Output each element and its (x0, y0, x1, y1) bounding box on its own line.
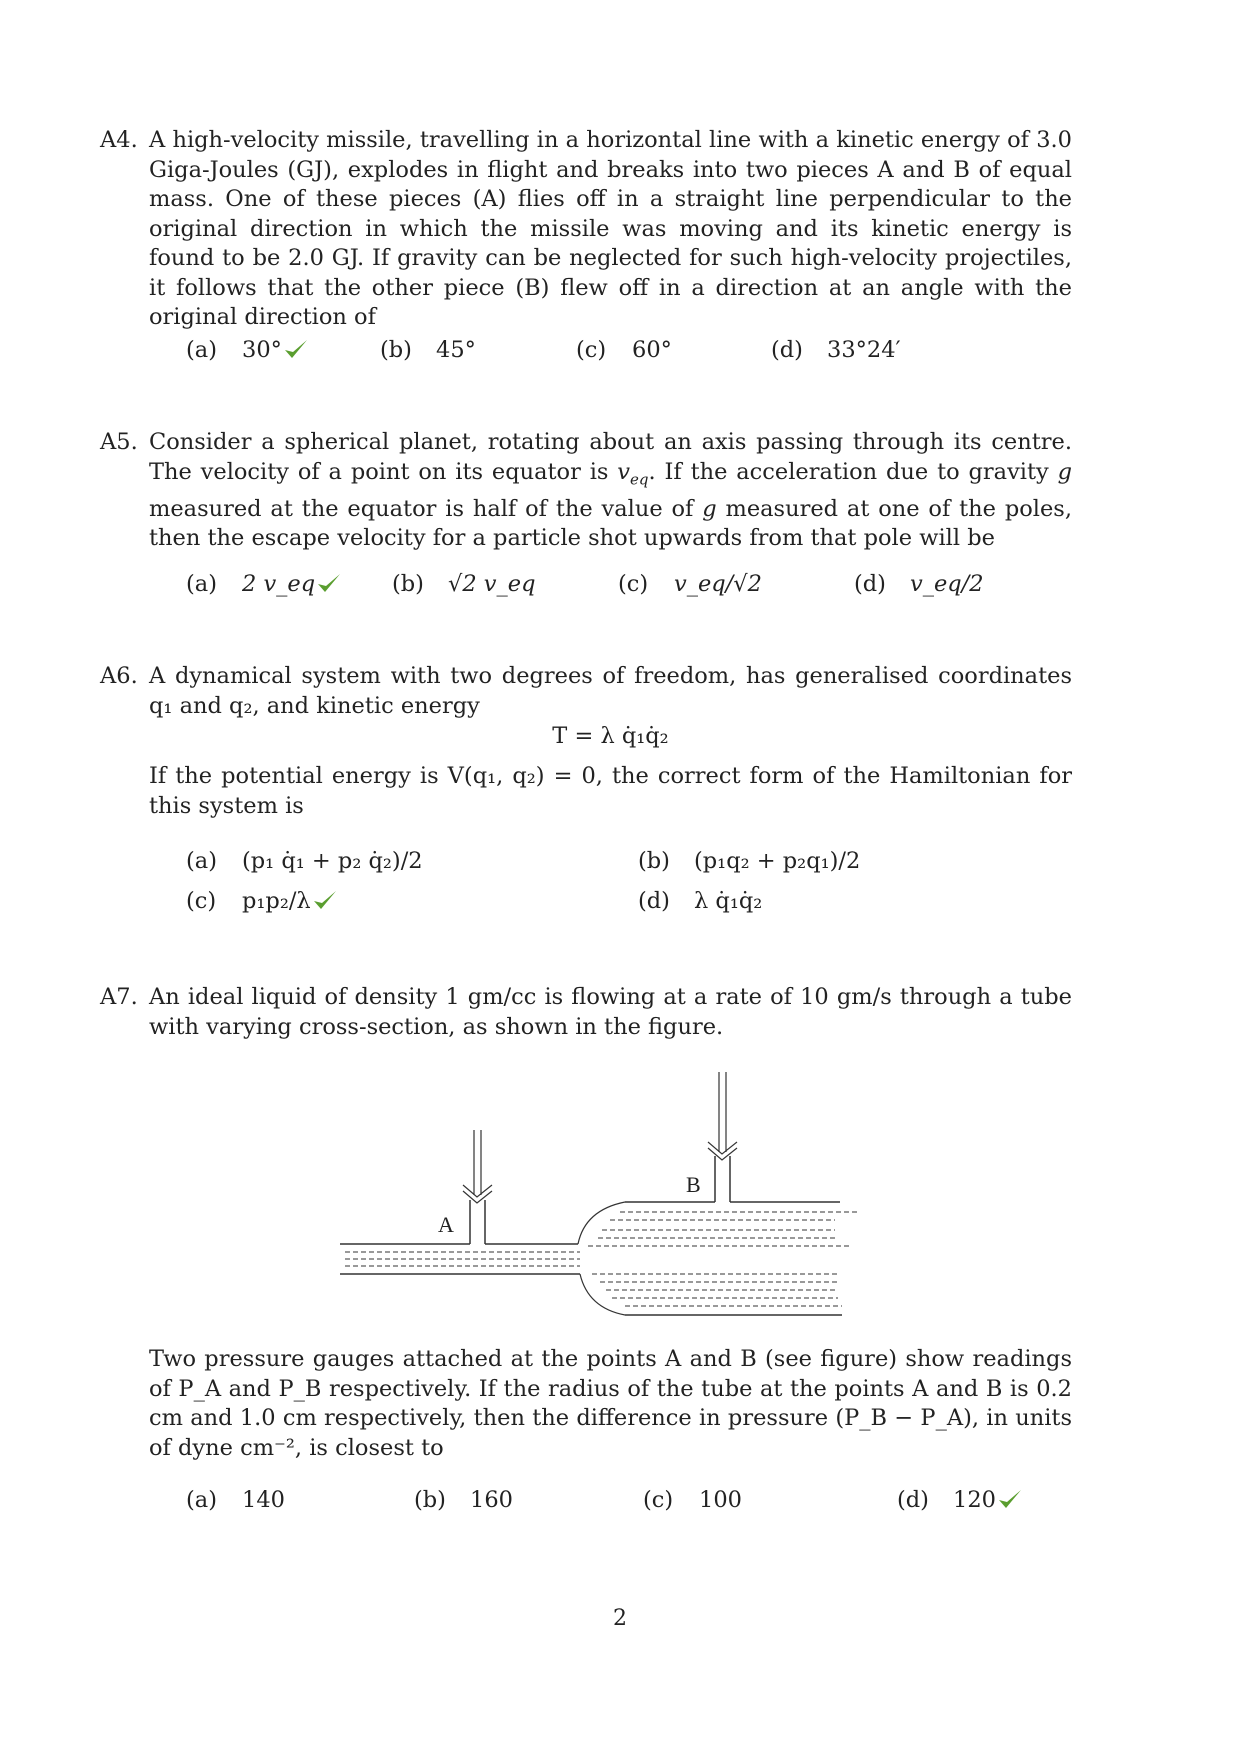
tube-figure (330, 1070, 880, 1320)
option-a: (a) (p₁ q̇₁ + p₂ q̇₂)/2 (186, 848, 423, 874)
question-text-2: If the potential energy is V(q₁, q₂) = 0, the correct form of the Hamiltonian for this system is (149, 763, 1072, 819)
question-text: An ideal liquid of density 1 gm/cc is flowing at a rate of 10 gm/s through a tube with varying cross-section, as shown in the figure. (149, 984, 1072, 1040)
option-c: (c) 60° (576, 337, 672, 363)
question-text: A high-velocity missile, travelling in a horizontal line with a kinetic energy of 3.0 Giga-Joules (GJ), explodes in flight and breaks into two pieces A and B of equal mass. One of these pieces (A) flies off in a straight line perpendicular to the original direction in which the missile was moving and its kinetic energy is found to be 2.0 GJ. If gravity can be neglected for such high-velocity projectiles, it follows that the other piece (B) flew off in a direction at an angle with the original direction of (149, 127, 1072, 330)
check-mark-icon (997, 1488, 1023, 1510)
option-a: (a) 30° (186, 337, 309, 363)
kinetic-energy-equation: T = λ q̇₁q̇₂ (552, 723, 669, 749)
label-a: A (438, 1212, 454, 1237)
option-d: (d) λ q̇₁q̇₂ (638, 888, 763, 914)
question-number: A7. (100, 984, 138, 1010)
question-a7 (100, 983, 1072, 1042)
option-a: (a) 140 (186, 1487, 285, 1513)
question-number: A6. (100, 663, 138, 689)
question-a7-continued (100, 1345, 1072, 1463)
question-number: A5. (100, 429, 138, 455)
option-c: (c) p₁p₂/λ (186, 888, 338, 914)
option-b: (b) 45° (380, 337, 476, 363)
question-number: A4. (100, 127, 138, 153)
wide-flow-lines (588, 1212, 860, 1306)
option-d: (d) 33°24′ (771, 337, 901, 363)
expansion-bottom-curve (580, 1274, 625, 1315)
option-b: (b) √2 v_eq (392, 571, 536, 597)
option-a: (a) 2 v_eq (186, 571, 342, 597)
question-text: Consider a spherical planet, rotating about an axis passing through its centre. The velocity of a point on its equator is $v_{eq}$. If the acceleration due to gravity g measured at the equator is half of the value of g measured at one of the poles, then the escape velocity for a particle shot upwards from that pole will be (149, 429, 1073, 551)
option-b: (b) (p₁q₂ + p₂q₁)/2 (638, 848, 861, 874)
option-c: (c) v_eq/√2 (618, 571, 762, 597)
question-text: A dynamical system with two degrees of freedom, has generalised coordinates q₁ and q₂, and kinetic energy (149, 663, 1072, 719)
page-number: 2 (613, 1606, 627, 1631)
check-mark-icon (312, 889, 338, 911)
check-mark-icon (316, 572, 342, 594)
check-mark-icon (283, 338, 309, 360)
option-value: 2 v_eq (242, 571, 316, 597)
question-a6 (100, 662, 1072, 819)
question-a4 (100, 126, 1072, 333)
option-d: (d) v_eq/2 (854, 571, 984, 597)
question-a5 (100, 428, 1072, 554)
question-text: Two pressure gauges attached at the points A and B (see figure) show readings of P_A and P_B respectively. If the radius of the tube at the points A and B is 0.2 cm and 1.0 cm respectively, then the difference in pressure (P_B − P_A), in units of dyne cm⁻², is closest to (149, 1346, 1072, 1461)
option-d: (d) 120 (897, 1487, 1023, 1513)
option-b: (b) 160 (414, 1487, 513, 1513)
label-b: B (686, 1172, 701, 1197)
option-c: (c) 100 (643, 1487, 742, 1513)
